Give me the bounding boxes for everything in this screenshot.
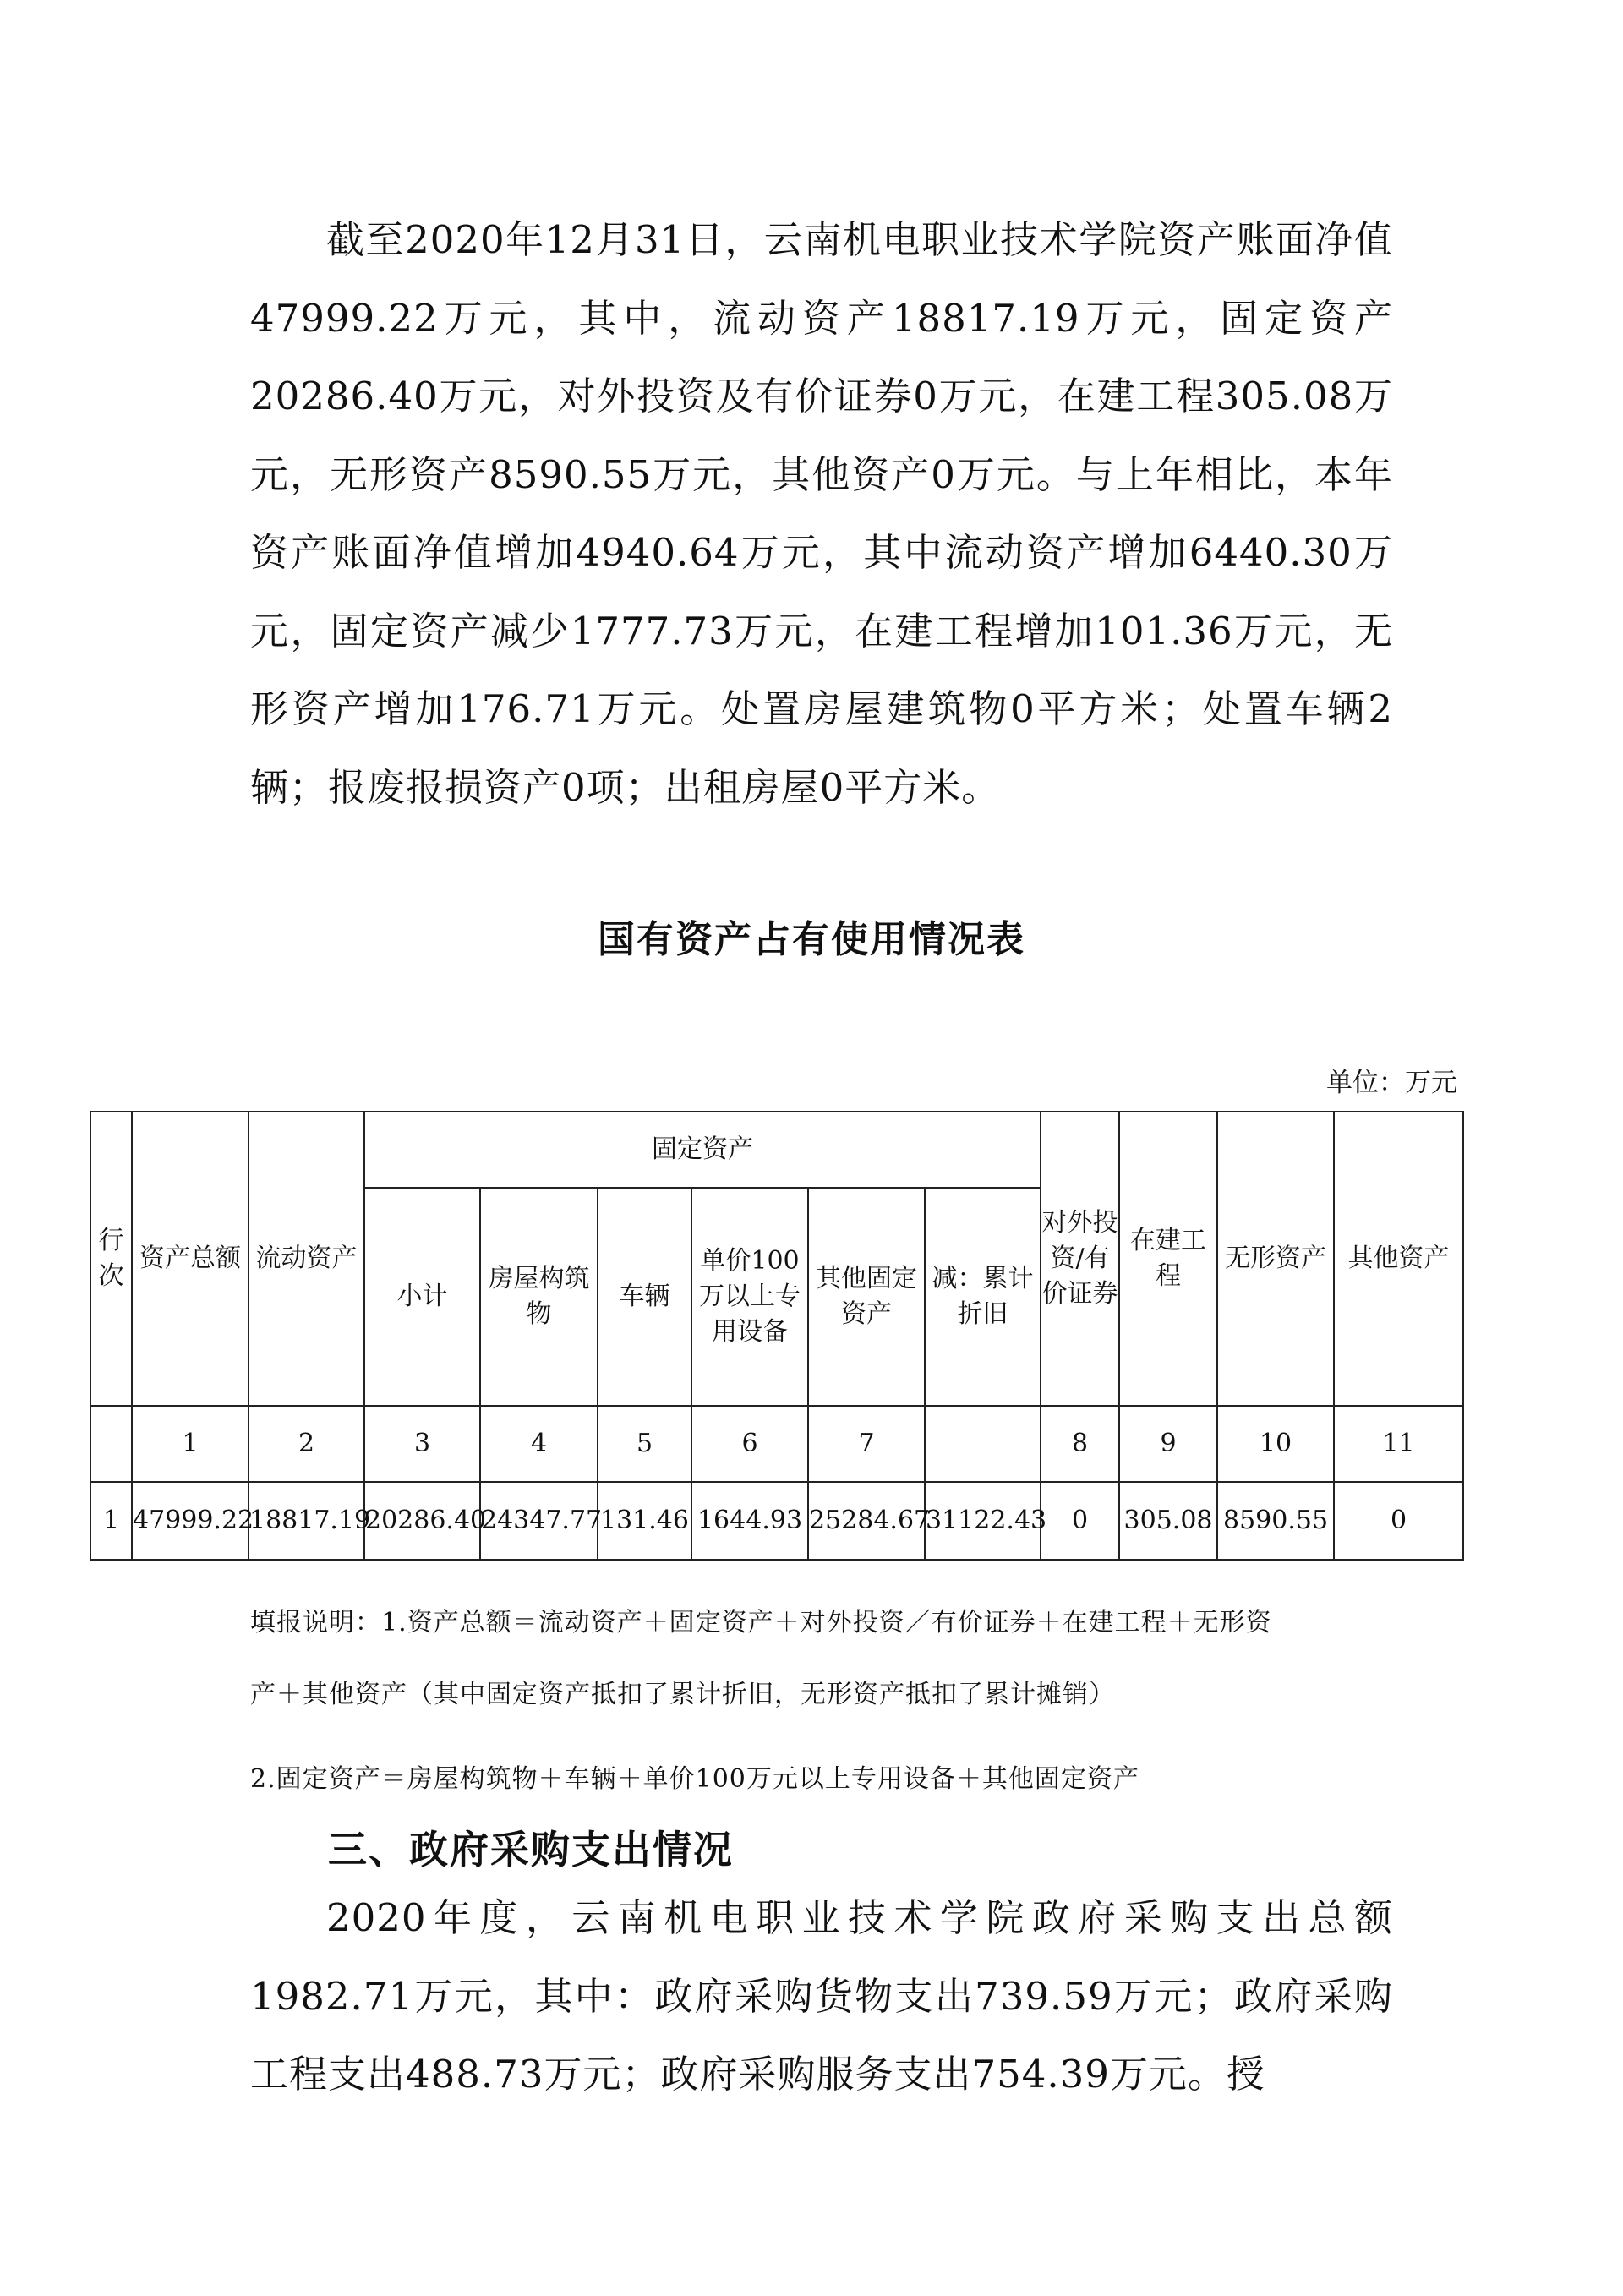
intangible-cell: 8590.55 [1217, 1482, 1334, 1560]
header-buildings: 房屋构筑物 [480, 1188, 598, 1406]
state-assets-table [90, 1111, 1464, 1561]
header-other-assets: 其他资产 [1334, 1112, 1463, 1406]
total-assets-cell: 47999.22 [132, 1482, 249, 1560]
investment-cell: 0 [1041, 1482, 1119, 1560]
column-number-cell: 8 [1041, 1406, 1119, 1482]
header-vehicles: 车辆 [598, 1188, 691, 1406]
column-number-cell: 4 [480, 1406, 598, 1482]
special-equipment-cell: 1644.93 [691, 1482, 808, 1560]
section-heading: 三、政府采购支出情况 [328, 1827, 734, 1872]
column-number-cell: 9 [1119, 1406, 1217, 1482]
table-note-line-3: 2.固定资产＝房屋构筑物＋车辆＋单价100万元以上专用设备＋其他固定资产 [250, 1764, 1139, 1794]
header-current-assets: 流动资产 [249, 1112, 364, 1406]
column-number-cell: 3 [364, 1406, 480, 1482]
table-title: 国有资产占有使用情况表 [598, 918, 1025, 961]
header-fixed-assets-group: 固定资产 [364, 1112, 1041, 1188]
assets-summary-paragraph: 截至2020年12月31日，云南机电职业技术学院资产账面净值47999.22万元，其中，流动资产18817.19万元，固定资产20286.40万元，对外投资及有价证券0万元，在建工程305.08万元，无形资产8590.55万元，其他资产0万元。与上年相比，本年资产账面净值增加4940.64万元，其中流动资产增加6440.30万元，固定资产减少1777.73万元，在建工程增加101.36万元，无形资产增加176.71万元。处置房屋建筑物0平方米；处置车辆2辆；报废报损资产0项；出租房屋0平方米。 [250, 217, 1393, 810]
subtotal-cell: 20286.40 [364, 1482, 480, 1560]
header-intangible: 无形资产 [1217, 1112, 1334, 1406]
unit-label: 单位：万元 [1326, 1068, 1457, 1098]
header-other-fixed: 其他固定资产 [808, 1188, 925, 1406]
column-number-cell [90, 1406, 132, 1482]
header-subtotal: 小计 [364, 1188, 480, 1406]
table-note-line-2: 产＋其他资产（其中固定资产抵扣了累计折旧，无形资产抵扣了累计摊销） [250, 1680, 1115, 1709]
other-fixed-cell: 25284.67 [808, 1482, 925, 1560]
header-row-index: 行次 [90, 1112, 132, 1406]
table-row [90, 1482, 1463, 1560]
procurement-paragraph: 2020年度，云南机电职业技术学院政府采购支出总额1982.71万元，其中：政府采购货物支出739.59万元；政府采购工程支出488.73万元；政府采购服务支出754.39万元。授 [250, 1895, 1393, 2096]
row-index-cell: 1 [90, 1482, 132, 1560]
header-depreciation: 减：累计折旧 [925, 1188, 1041, 1406]
column-number-cell: 11 [1334, 1406, 1463, 1482]
column-number-cell: 6 [691, 1406, 808, 1482]
column-number-cell [925, 1406, 1041, 1482]
other-assets-cell: 0 [1334, 1482, 1463, 1560]
table-note-line-1: 填报说明：1.资产总额＝流动资产＋固定资产＋对外投资／有价证券＋在建工程＋无形资 [250, 1608, 1272, 1637]
column-number-cell: 5 [598, 1406, 691, 1482]
header-special-equipment: 单价100万以上专用设备 [691, 1188, 808, 1406]
vehicles-cell: 131.46 [598, 1482, 691, 1560]
header-construction: 在建工程 [1119, 1112, 1217, 1406]
header-investment: 对外投资/有价证券 [1041, 1112, 1119, 1406]
depreciation-cell: 31122.43 [925, 1482, 1041, 1560]
header-total-assets: 资产总额 [132, 1112, 249, 1406]
current-assets-cell: 18817.19 [249, 1482, 364, 1560]
column-number-cell: 10 [1217, 1406, 1334, 1482]
column-number-cell: 2 [249, 1406, 364, 1482]
buildings-cell: 24347.77 [480, 1482, 598, 1560]
column-number-cell: 1 [132, 1406, 249, 1482]
column-number-row [90, 1406, 1463, 1482]
column-number-cell: 7 [808, 1406, 925, 1482]
construction-cell: 305.08 [1119, 1482, 1217, 1560]
